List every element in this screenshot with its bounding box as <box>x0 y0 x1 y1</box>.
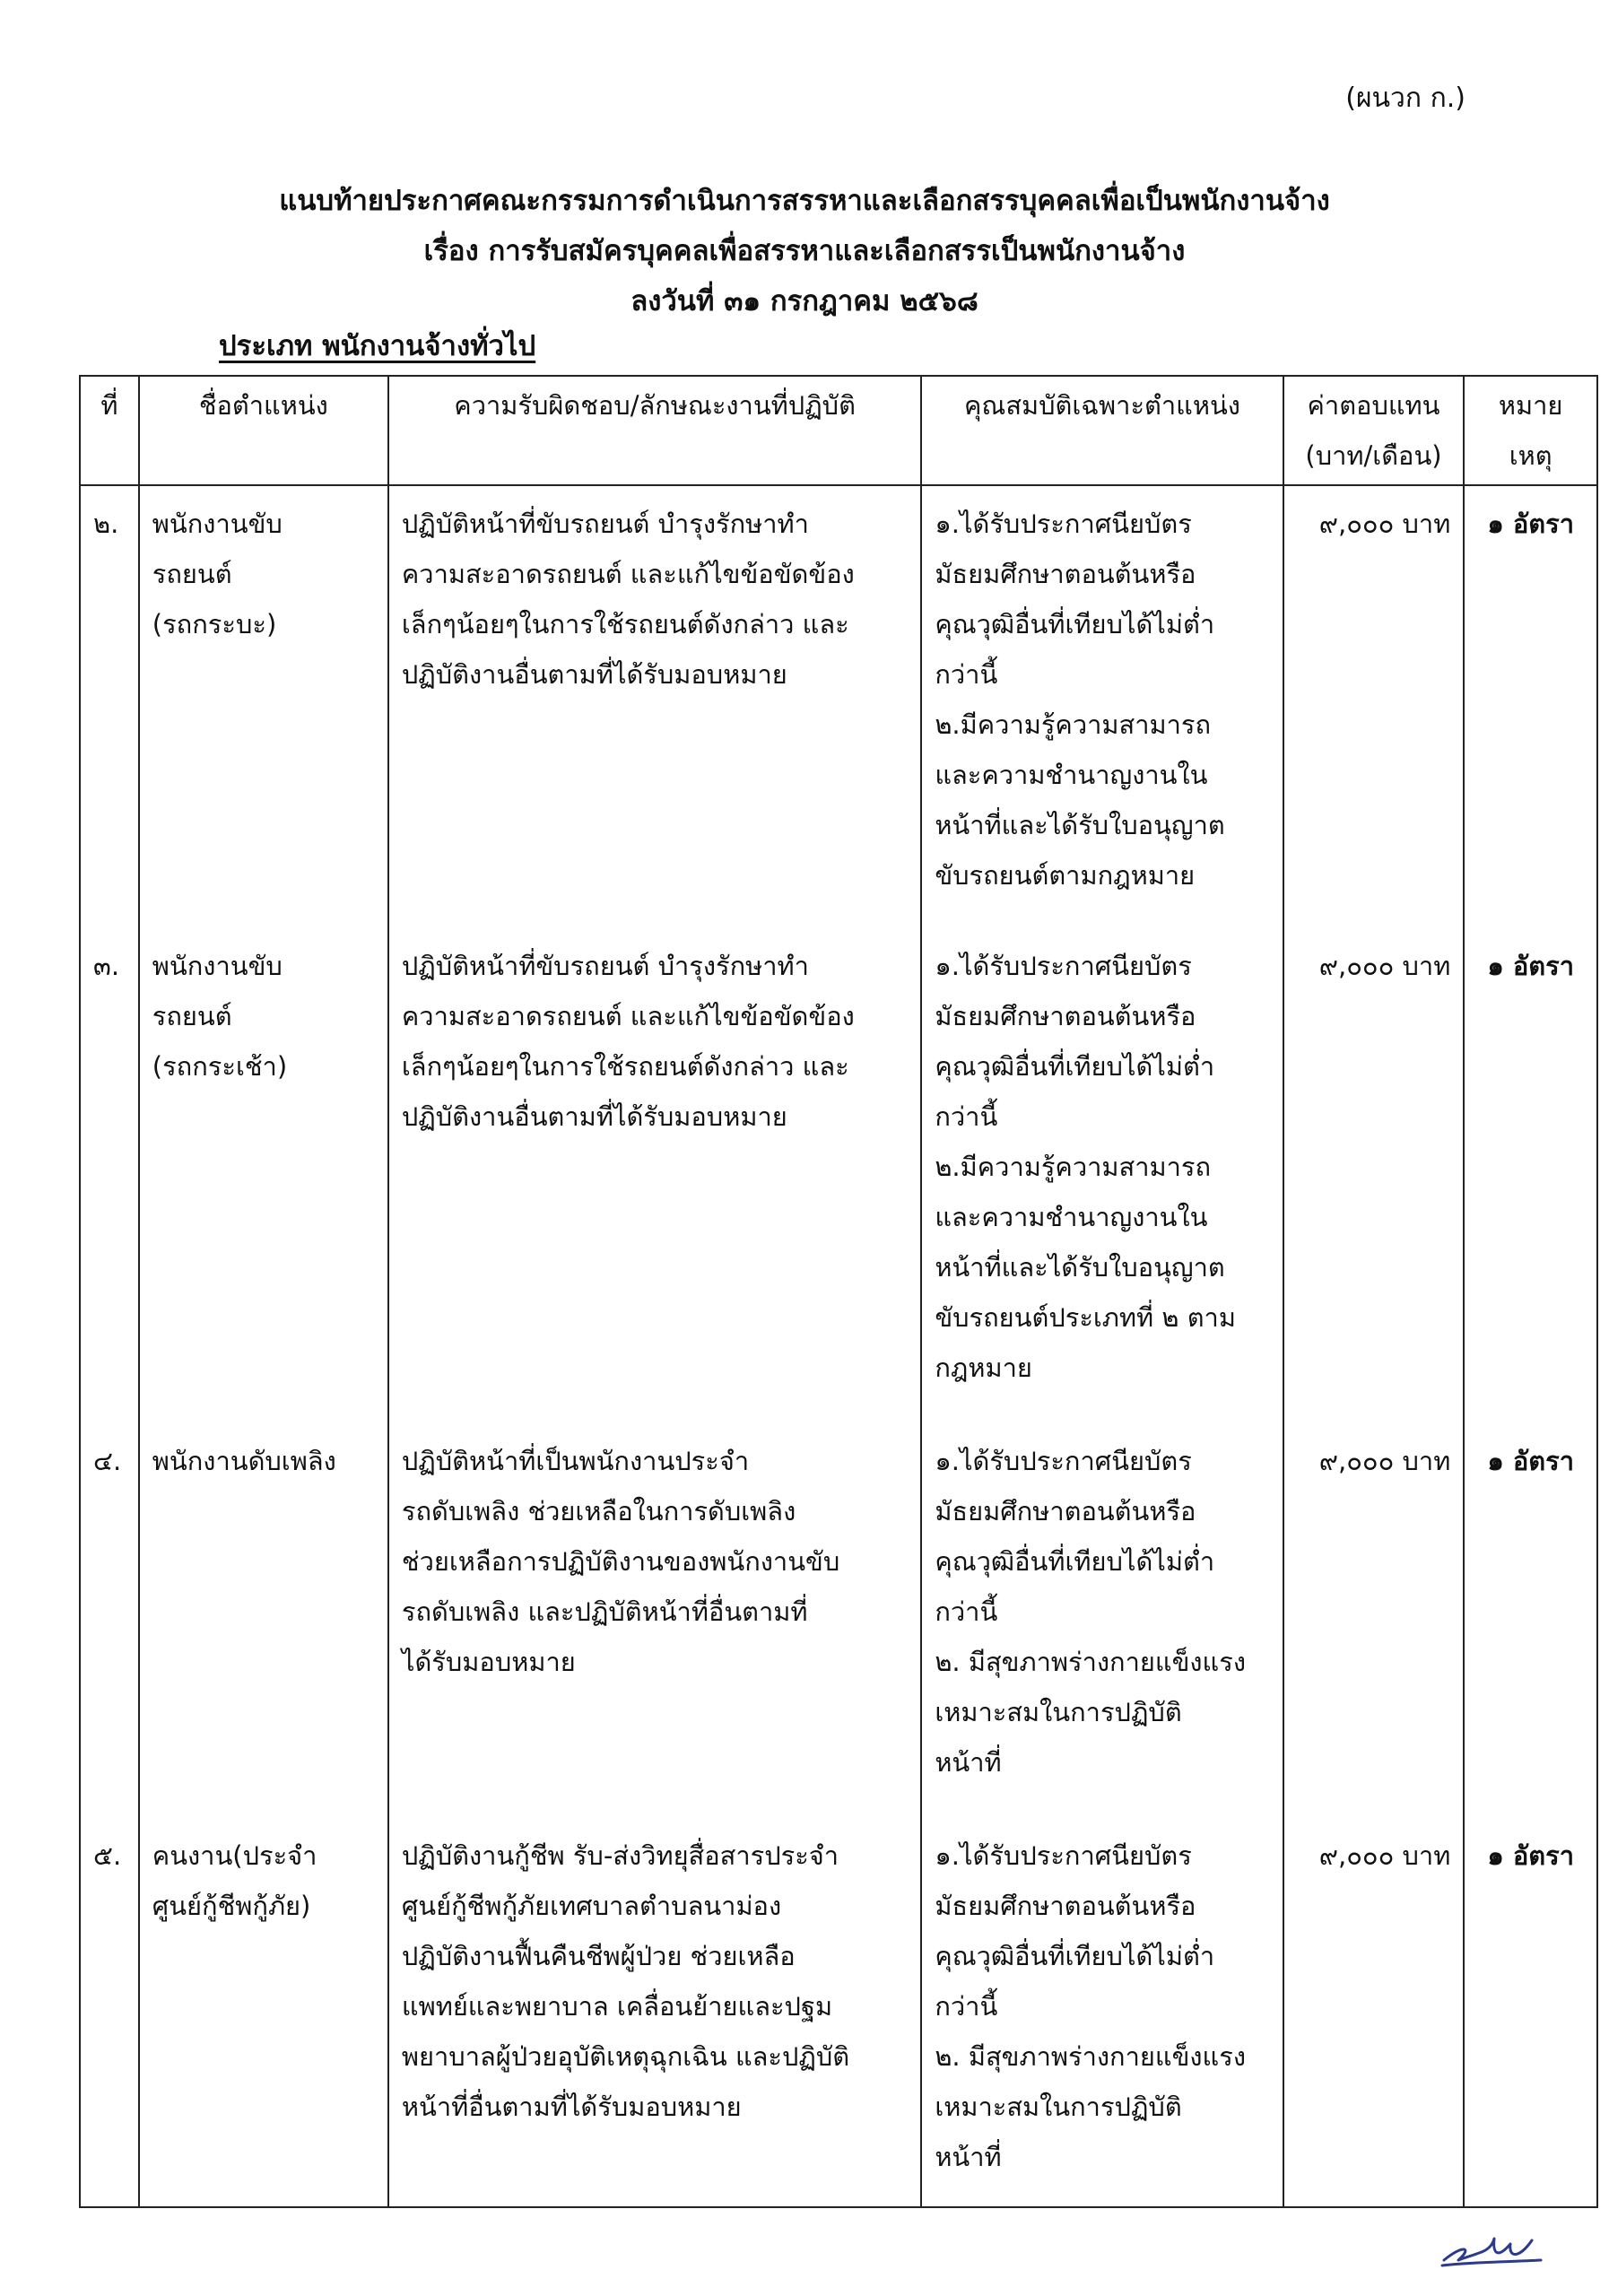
employee-category: ประเภท พนักงานจ้างทั่วไป <box>219 330 536 362</box>
cell-position: พนักงานดับเพลิง <box>139 1423 388 1818</box>
cell-remark: ๑ อัตรา <box>1464 928 1597 1423</box>
header-no: ที่ <box>80 376 139 485</box>
header-remark-line-1: หมาย <box>1498 390 1563 421</box>
cell-pay: ๙,๐๐๐ บาท <box>1283 1818 1465 2207</box>
heading-line-2: เรื่อง การรับสมัครบุคคลเพื่อสรรหาและเลือกสรรเป็นพนักงานจ้าง <box>423 235 1186 267</box>
cell-pay: ๙,๐๐๐ บาท <box>1283 1423 1465 1818</box>
header-position: ชื่อตำแหน่ง <box>139 376 388 485</box>
table-row <box>80 1818 1597 2207</box>
cell-no: ๒. <box>80 485 139 928</box>
document-heading <box>0 176 1609 326</box>
cell-qualifications: ๑.ได้รับประกาศนียบัตร มัธยมศึกษาตอนต้นหรือ คุณวุฒิอื่นที่เทียบได้ไม่ต่ำ กว่านี้ ๒.มีความรู้ความสามารถ และความชำนาญงานใน หน้าที่และได้รับใบอนุญาต ขับรถยนต์ประเภทที่ ๒ ตาม กฎหมาย <box>921 928 1283 1423</box>
heading-line-1: แนบท้ายประกาศคณะกรรมการดำเนินการสรรหาและเลือกสรรบุคคลเพื่อเป็นพนักงานจ้าง <box>279 185 1330 217</box>
cell-pay: ๙,๐๐๐ บาท <box>1283 485 1465 928</box>
cell-position: คนงาน(ประจำ ศูนย์กู้ชีพกู้ภัย) <box>139 1818 388 2207</box>
table-header-row <box>80 376 1597 485</box>
header-qualifications: คุณสมบัติเฉพาะตำแหน่ง <box>921 376 1283 485</box>
cell-position: พนักงานขับ รถยนต์ (รถกระเช้า) <box>139 928 388 1423</box>
cell-qualifications: ๑.ได้รับประกาศนียบัตร มัธยมศึกษาตอนต้นหรือ คุณวุฒิอื่นที่เทียบได้ไม่ต่ำ กว่านี้ ๒. มีสุขภาพร่างกายแข็งแรง เหมาะสมในการปฏิบัติ หน้าที่ <box>921 1423 1283 1818</box>
table-row <box>80 928 1597 1423</box>
header-remark <box>1464 376 1597 485</box>
header-pay-line-2: (บาท/เดือน) <box>1305 440 1442 471</box>
table-row <box>80 485 1597 928</box>
cell-duties: ปฏิบัติหน้าที่ขับรถยนต์ บำรุงรักษาทำ ความสะอาดรถยนต์ และแก้ไขข้อขัดข้อง เล็กๆน้อยๆในการใช้รถยนต์ดังกล่าว และ ปฏิบัติงานอื่นตามที่ได้รับมอบหมาย <box>388 485 921 928</box>
cell-remark: ๑ อัตรา <box>1464 1818 1597 2207</box>
cell-no: ๓. <box>80 928 139 1423</box>
positions-table <box>79 375 1598 2208</box>
cell-position: พนักงานขับ รถยนต์ (รถกระบะ) <box>139 485 388 928</box>
cell-duties: ปฏิบัติหน้าที่ขับรถยนต์ บำรุงรักษาทำ ความสะอาดรถยนต์ และแก้ไขข้อขัดข้อง เล็กๆน้อยๆในการใช้รถยนต์ดังกล่าว และ ปฏิบัติงานอื่นตามที่ได้รับมอบหมาย <box>388 928 921 1423</box>
header-remark-line-2: เหตุ <box>1509 440 1552 471</box>
table-row <box>80 1423 1597 1818</box>
cell-pay: ๙,๐๐๐ บาท <box>1283 928 1465 1423</box>
cell-duties: ปฏิบัติงานกู้ชีพ รับ-ส่งวิทยุสื่อสารประจำ ศูนย์กู้ชีพกู้ภัยเทศบาลตำบลนาม่อง ปฏิบัติงานฟื้นคืนชีพผู้ป่วย ช่วยเหลือ แพทย์และพยาบาล เคลื่อนย้ายและปฐม พยาบาลผู้ป่วยอุบัติเหตุฉุกเฉิน และปฏิบัติ หน้าที่อื่นตามที่ได้รับมอบหมาย <box>388 1818 921 2207</box>
cell-duties: ปฏิบัติหน้าที่เป็นพนักงานประจำ รถดับเพลิง ช่วยเหลือในการดับเพลิง ช่วยเหลือการปฏิบัติงานของพนักงานขับ รถดับเพลิง และปฏิบัติหน้าที่อื่นตามที่ ได้รับมอบหมาย <box>388 1423 921 1818</box>
cell-remark: ๑ อัตรา <box>1464 1423 1597 1818</box>
heading-line-3: ลงวันที่ ๓๑ กรกฎาคม ๒๕๖๘ <box>631 285 978 317</box>
cell-qualifications: ๑.ได้รับประกาศนียบัตร มัธยมศึกษาตอนต้นหรือ คุณวุฒิอื่นที่เทียบได้ไม่ต่ำ กว่านี้ ๒. มีสุขภาพร่างกายแข็งแรง เหมาะสมในการปฏิบัติ หน้าที่ <box>921 1818 1283 2207</box>
annex-label: (ผนวก ก.) <box>1345 83 1465 114</box>
header-pay <box>1283 376 1465 485</box>
cell-no: ๔. <box>80 1423 139 1818</box>
cell-qualifications: ๑.ได้รับประกาศนียบัตร มัธยมศึกษาตอนต้นหรือ คุณวุฒิอื่นที่เทียบได้ไม่ต่ำ กว่านี้ ๒.มีความรู้ความสามารถ และความชำนาญงานใน หน้าที่และได้รับใบอนุญาต ขับรถยนต์ตามกฎหมาย <box>921 485 1283 928</box>
cell-no: ๕. <box>80 1818 139 2207</box>
cell-remark: ๑ อัตรา <box>1464 485 1597 928</box>
header-pay-line-1: ค่าตอบแทน <box>1307 390 1440 421</box>
header-duties: ความรับผิดชอบ/ลักษณะงานที่ปฏิบัติ <box>388 376 921 485</box>
signature-icon <box>1437 2221 1544 2271</box>
